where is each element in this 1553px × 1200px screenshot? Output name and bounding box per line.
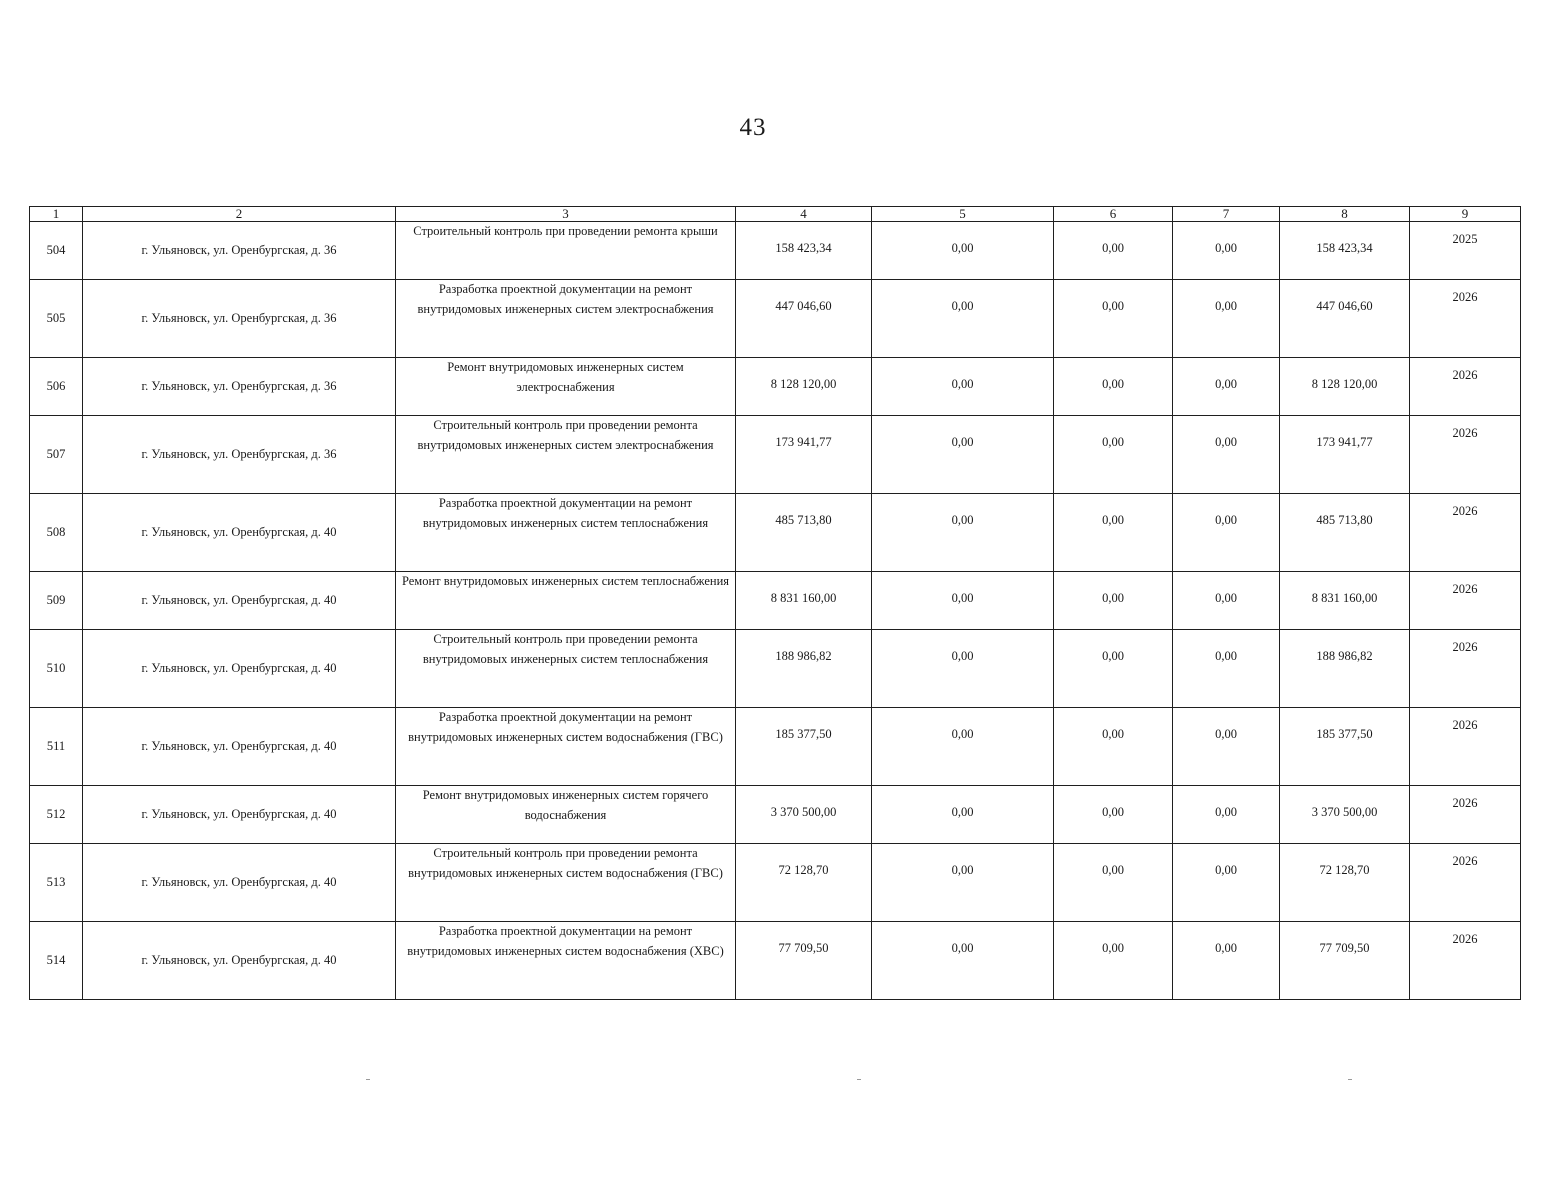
table-row (30, 922, 1521, 1000)
column-number: 3 (396, 207, 736, 222)
total-amount-cell: 185 377,50 (1280, 708, 1410, 786)
amount-cell: 0,00 (1173, 844, 1280, 922)
amount-cell: 72 128,70 (736, 844, 872, 922)
work-description-cell: Ремонт внутридомовых инженерных систем горячего водоснабжения (396, 786, 736, 844)
year-cell: 2026 (1410, 358, 1521, 416)
address-cell: г. Ульяновск, ул. Оренбургская, д. 40 (83, 708, 396, 786)
year-cell: 2025 (1410, 222, 1521, 280)
column-number: 2 (83, 207, 396, 222)
amount-cell: 0,00 (872, 494, 1054, 572)
year-cell: 2026 (1410, 280, 1521, 358)
row-number: 506 (30, 358, 83, 416)
column-number: 1 (30, 207, 83, 222)
table-row (30, 280, 1521, 358)
column-number: 6 (1054, 207, 1173, 222)
amount-cell: 447 046,60 (736, 280, 872, 358)
year-cell: 2026 (1410, 572, 1521, 630)
work-description-cell: Ремонт внутридомовых инженерных систем теплоснабжения (396, 572, 736, 630)
column-number: 8 (1280, 207, 1410, 222)
work-description-cell: Строительный контроль при проведении ремонта внутридомовых инженерных систем теплоснабжения (396, 630, 736, 708)
amount-cell: 158 423,34 (736, 222, 872, 280)
scan-mark (857, 1079, 861, 1080)
work-description-cell: Разработка проектной документации на ремонт внутридомовых инженерных систем электроснабжения (396, 280, 736, 358)
amount-cell: 0,00 (1173, 280, 1280, 358)
amount-cell: 0,00 (1054, 494, 1173, 572)
total-amount-cell: 188 986,82 (1280, 630, 1410, 708)
column-number: 5 (872, 207, 1054, 222)
table-row (30, 708, 1521, 786)
page-number: 43 (739, 114, 767, 141)
amount-cell: 188 986,82 (736, 630, 872, 708)
table-row (30, 494, 1521, 572)
work-description-cell: Разработка проектной документации на ремонт внутридомовых инженерных систем водоснабжения (ГВС) (396, 708, 736, 786)
amount-cell: 0,00 (1173, 572, 1280, 630)
table-row (30, 630, 1521, 708)
address-cell: г. Ульяновск, ул. Оренбургская, д. 40 (83, 786, 396, 844)
amount-cell: 0,00 (1054, 844, 1173, 922)
work-description-cell: Разработка проектной документации на ремонт внутридомовых инженерных систем водоснабжения (ХВС) (396, 922, 736, 1000)
scan-mark (366, 1079, 370, 1080)
amount-cell: 0,00 (1173, 222, 1280, 280)
year-cell: 2026 (1410, 844, 1521, 922)
amount-cell: 0,00 (1054, 358, 1173, 416)
amount-cell: 0,00 (872, 786, 1054, 844)
amount-cell: 77 709,50 (736, 922, 872, 1000)
amount-cell: 173 941,77 (736, 416, 872, 494)
amount-cell: 0,00 (872, 572, 1054, 630)
address-cell: г. Ульяновск, ул. Оренбургская, д. 40 (83, 572, 396, 630)
amount-cell: 0,00 (1054, 708, 1173, 786)
amount-cell: 0,00 (1173, 922, 1280, 1000)
table-row (30, 358, 1521, 416)
work-description-cell: Строительный контроль при проведении ремонта внутридомовых инженерных систем водоснабжения (ГВС) (396, 844, 736, 922)
amount-cell: 0,00 (872, 280, 1054, 358)
column-number-row (30, 207, 1521, 222)
works-table (29, 206, 1521, 1000)
amount-cell: 0,00 (1173, 708, 1280, 786)
year-cell: 2026 (1410, 416, 1521, 494)
total-amount-cell: 72 128,70 (1280, 844, 1410, 922)
total-amount-cell: 485 713,80 (1280, 494, 1410, 572)
amount-cell: 0,00 (1173, 630, 1280, 708)
amount-cell: 0,00 (1054, 572, 1173, 630)
row-number: 505 (30, 280, 83, 358)
year-cell: 2026 (1410, 922, 1521, 1000)
amount-cell: 0,00 (1054, 416, 1173, 494)
amount-cell: 0,00 (872, 358, 1054, 416)
total-amount-cell: 77 709,50 (1280, 922, 1410, 1000)
year-cell: 2026 (1410, 786, 1521, 844)
address-cell: г. Ульяновск, ул. Оренбургская, д. 40 (83, 630, 396, 708)
column-number: 7 (1173, 207, 1280, 222)
row-number: 510 (30, 630, 83, 708)
row-number: 507 (30, 416, 83, 494)
scan-mark (1348, 1079, 1352, 1080)
address-cell: г. Ульяновск, ул. Оренбургская, д. 40 (83, 494, 396, 572)
total-amount-cell: 173 941,77 (1280, 416, 1410, 494)
row-number: 504 (30, 222, 83, 280)
row-number: 514 (30, 922, 83, 1000)
amount-cell: 0,00 (1054, 630, 1173, 708)
row-number: 511 (30, 708, 83, 786)
address-cell: г. Ульяновск, ул. Оренбургская, д. 36 (83, 358, 396, 416)
amount-cell: 0,00 (872, 844, 1054, 922)
table-row (30, 572, 1521, 630)
column-number: 9 (1410, 207, 1521, 222)
table-row (30, 844, 1521, 922)
amount-cell: 485 713,80 (736, 494, 872, 572)
table-row (30, 416, 1521, 494)
amount-cell: 0,00 (1173, 786, 1280, 844)
work-description-cell: Ремонт внутридомовых инженерных систем электроснабжения (396, 358, 736, 416)
work-description-cell: Разработка проектной документации на ремонт внутридомовых инженерных систем теплоснабжения (396, 494, 736, 572)
work-description-cell: Строительный контроль при проведении ремонта крыши (396, 222, 736, 280)
address-cell: г. Ульяновск, ул. Оренбургская, д. 36 (83, 280, 396, 358)
row-number: 513 (30, 844, 83, 922)
amount-cell: 0,00 (872, 708, 1054, 786)
amount-cell: 0,00 (1054, 222, 1173, 280)
amount-cell: 0,00 (1054, 280, 1173, 358)
total-amount-cell: 8 128 120,00 (1280, 358, 1410, 416)
amount-cell: 0,00 (1173, 416, 1280, 494)
amount-cell: 0,00 (1173, 494, 1280, 572)
amount-cell: 185 377,50 (736, 708, 872, 786)
amount-cell: 0,00 (872, 222, 1054, 280)
row-number: 508 (30, 494, 83, 572)
total-amount-cell: 447 046,60 (1280, 280, 1410, 358)
row-number: 509 (30, 572, 83, 630)
address-cell: г. Ульяновск, ул. Оренбургская, д. 36 (83, 416, 396, 494)
total-amount-cell: 158 423,34 (1280, 222, 1410, 280)
total-amount-cell: 8 831 160,00 (1280, 572, 1410, 630)
table-row (30, 222, 1521, 280)
amount-cell: 0,00 (1054, 786, 1173, 844)
total-amount-cell: 3 370 500,00 (1280, 786, 1410, 844)
table-row (30, 786, 1521, 844)
address-cell: г. Ульяновск, ул. Оренбургская, д. 40 (83, 844, 396, 922)
column-number: 4 (736, 207, 872, 222)
year-cell: 2026 (1410, 630, 1521, 708)
amount-cell: 0,00 (872, 630, 1054, 708)
year-cell: 2026 (1410, 494, 1521, 572)
amount-cell: 3 370 500,00 (736, 786, 872, 844)
amount-cell: 8 128 120,00 (736, 358, 872, 416)
work-description-cell: Строительный контроль при проведении ремонта внутридомовых инженерных систем электроснабжения (396, 416, 736, 494)
year-cell: 2026 (1410, 708, 1521, 786)
address-cell: г. Ульяновск, ул. Оренбургская, д. 36 (83, 222, 396, 280)
address-cell: г. Ульяновск, ул. Оренбургская, д. 40 (83, 922, 396, 1000)
amount-cell: 0,00 (872, 416, 1054, 494)
amount-cell: 8 831 160,00 (736, 572, 872, 630)
amount-cell: 0,00 (1173, 358, 1280, 416)
amount-cell: 0,00 (1054, 922, 1173, 1000)
row-number: 512 (30, 786, 83, 844)
amount-cell: 0,00 (872, 922, 1054, 1000)
